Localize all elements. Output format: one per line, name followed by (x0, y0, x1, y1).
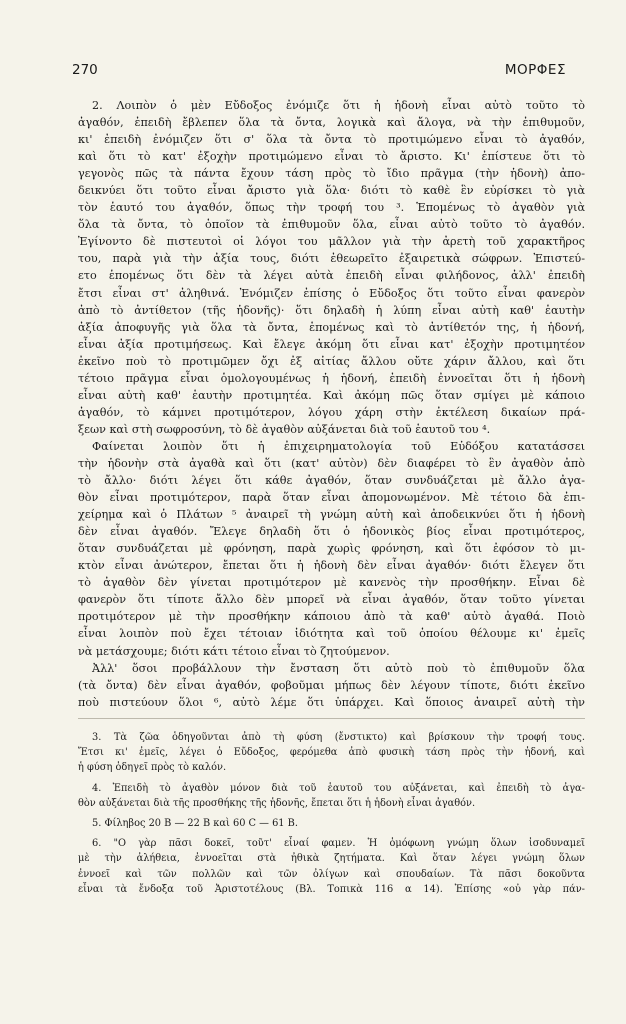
text-line: ξεων καὶ στὴ σωφροσύνη, τὸ δὲ ἀγαθὸν αὐξάνεται διὰ τοῦ ἑαυτοῦ του ⁴. (78, 422, 491, 436)
footnote-line: 4. Ἐπειδὴ τὸ ἀγαθὸν μόνον διὰ τοῦ ἑαυτοῦ του αὐξάνεται, καὶ ἐπειδὴ τὸ ἀγα- (92, 782, 585, 794)
footnote-line: μὲ τὴν ἀλήθεια, ἐννοεῖται στὰ ἠθικὰ ζητήματα. Καὶ ὅταν λέγει γνώμη ὅλων (78, 853, 585, 865)
text-line: 2. Λοιπὸν ὁ μὲν Εὔδοξος ἐνόμιζε ὅτι ἡ ἡδονὴ εἶναι αὐτὸ τοῦτο τὸ (92, 99, 585, 112)
running-title: ΜΟΡΦΕΣ (504, 62, 566, 78)
footnote-divider (78, 718, 585, 719)
footnote (78, 836, 585, 897)
text-line: ἀγαθόν, τὸ κάμνει προτιμότερον, λόγου χάρη στὴν ἐκτέλεση δικαίων πρά- (78, 405, 585, 419)
text-line: ετο ἑπομένως ὅτι δὲν τὰ λέγει αὐτὰ ἐπειδὴ εἶναι φιλήδονος, ἀλλ' ἐπειδὴ (78, 269, 585, 283)
text-line: ὅλα τὰ ὄντα, τὸ ὁποῖον τὰ ἐπιθυμοῦν ὅλα, εἶναι αὐτὸ τοῦτο τὸ ἀγαθόν. (78, 218, 585, 232)
text-line: Ἀλλ' ὅσοι προβάλλουν τὴν ἔνσταση ὅτι αὐτὸ ποὺ τὸ ἐπιθυμοῦν ὅλα (92, 661, 585, 675)
text-line: (τὰ ὄντα) δὲν εἶναι ἀγαθόν, φοβοῦμαι μήπως δὲν λέγουν τίποτε, διότι ἐκεῖνο (78, 678, 585, 692)
text-line: εἶναι αὐτὴ καθ' ἑαυτὴν προτιμητέα. Καὶ ἀκόμη πῶς ὅταν σμίγει μὲ κάποιο (78, 388, 585, 402)
footnote (78, 781, 585, 811)
text-line: κι' ἐπειδὴ ἐνόμιζεν ὅτι σ' ὅλα τὰ ὄντα τὸ προτιμώμενο εἶναι τὸ ἀγαθόν, (78, 133, 585, 147)
footnote-line: ἐννοεῖ καὶ τῶν πολλῶν καὶ τῶν ὀλίγων καὶ σπουδαίων. Τὰ πᾶσι δοκοῦντα (78, 868, 585, 880)
footnote (78, 816, 585, 831)
footnotes (78, 730, 585, 902)
text-line: κτὸν εἶναι ἀνώτερον, ἔπεται ὅτι ἡ ἡδονὴ δὲν εἶναι ἀγαθόν· διότι ἔλεγεν ὅτι (78, 559, 585, 573)
footnote (78, 730, 585, 776)
text-line: ἐκεῖνο ποὺ τὸ προτιμῶμεν ὄχι ἐξ αἰτίας ἄλλου οὔτε χάριν ἄλλου, καὶ ὅτι (78, 354, 585, 368)
text-line: ἔτσι εἶναι στ' ἀληθινά. Ἐνόμιζεν ἐπίσης ὁ Εὔδοξος ὅτι τοῦτο εἶναι φανερὸν (78, 286, 585, 300)
page-number: 270 (72, 62, 98, 78)
footnote-line: θὸν αὐξάνεται διὰ τῆς προσθήκης τῆς ἡδονῆς, ἔπεται ὅτι ἡ ἡδονὴ εἶναι ἀγαθόν. (78, 797, 476, 809)
text-line: ἀπὸ τὸ ἀντίθετον (τῆς ἡδονῆς)· ὅτι δηλαδὴ ἡ λύπη εἶναι αὐτὴ καθ' ἑαυτὴν (78, 303, 585, 317)
main-text (78, 97, 585, 711)
text-line: δεικνύει ὅτι τοῦτο εἶναι ἄριστο γιὰ ὅλα· διότι τὸ καθὲ ἓν εὑρίσκει τὸ γιὰ (78, 184, 585, 198)
text-line: φανερὸν ὅτι τίποτε ἄλλο δὲν μπορεῖ νὰ εἶναι ἀγαθόν, ὅταν τοῦτο γίνεται (78, 593, 585, 607)
text-line: ποὺ πιστεύουν ὅλοι ⁶, αὐτὸ λέμε ὅτι ὑπάρχει. Καὶ ὅποιος ἀναιρεῖ αὐτὴ τὴν (78, 695, 585, 709)
text-line: ἀξία ἀποφυγῆς γιὰ ὅλα τὰ ὄντα, ἑπομένως καὶ τὸ ἀντίθετόν της, ἡ ἡδονή, (78, 320, 585, 334)
text-line: προτιμότερον μὲ τὴν προσθήκην κάποιου ἀπὸ τὰ καθ' αὐτὸ ἀγαθά. Ποιὸ (78, 610, 585, 624)
text-line: νὰ μετάσχουμε; διότι κάτι τέτοιο εἶναι τὸ ζητούμενον. (78, 644, 390, 658)
text-line: εἶναι ἀξία προτιμήσεως. Καὶ ἔλεγε ἀκόμη ὅτι εἶναι κατ' ἐξοχὴν προτιμητέον (78, 337, 585, 351)
text-line: Φαίνεται λοιπὸν ὅτι ἡ ἐπιχειρηματολογία τοῦ Εὐδόξου κατατάσσει (92, 439, 585, 453)
footnote-line: 6. "Ο γὰρ πᾶσι δοκεῖ, τοῦτ' εἶναί φαμεν. Ἡ ὁμόφωνη γνώμη ὅλων ἰσοδυναμεῖ (92, 838, 585, 850)
footnote-line: ἡ φύση ὁδηγεῖ πρὸς τὸ καλόν. (78, 762, 227, 774)
text-line: ὅταν συνδυάζεται μὲ φρόνηση, παρὰ χωρὶς φρόνηση, καὶ ὅτι ἐφόσον τὸ μι- (78, 542, 585, 556)
text-line: γεγονὸς πῶς τὰ πάντα ἔχουν τάση πρὸς τὸ ἴδιο πρᾶγμα (τὴν ἡδονὴ) ἀπο- (78, 167, 585, 181)
text-line: τὸ ἄλλο· διότι λέγει ὅτι κάθε ἀγαθόν, ὅταν συνδυάζεται μὲ ἄλλο ἀγα- (78, 474, 585, 488)
text-line: τὸν ἑαυτό του ἀγαθόν, ὅπως τὴν τροφή του ³. Ἑπομένως τὸ ἀγαθὸν γιὰ (78, 201, 585, 215)
footnote-line: εἶναι τὰ ἔνδοξα τοῦ Ἀριστοτέλους (Βλ. Τοπικὰ 116 α 14). Ἐπίσης «οὐ γὰρ πάν- (78, 883, 585, 895)
text-line: χείρημα καὶ ὁ Πλάτων ⁵ ἀναιρεῖ τὴ γνώμη αὐτὴ καὶ ἀποδεικνύει ὅτι ἡ ἡδονὴ (78, 508, 585, 522)
page-header (72, 62, 566, 82)
text-line: θὸν εἶναι προτιμότερον, παρὰ ὅταν εἶναι ἀπομονωμένον. Μὲ τέτοιο δὰ ἐπι- (78, 491, 585, 505)
text-line: τέτοιο πρᾶγμα εἶναι ὁμολογουμένως ἡ ἡδονή, ἐπειδὴ ἐννοεῖται ὅτι ἡ ἡδονὴ (78, 371, 585, 385)
text-line: ἀγαθόν, ἐπειδὴ ἔβλεπεν ὅλα τὰ ὄντα, λογικὰ καὶ ἄλογα, νὰ τὴν ἐπιθυμοῦν, (78, 116, 585, 130)
text-line: εἶναι λοιπὸν ποὺ ἔχει τέτοιαν ἰδιότητα καὶ τοῦ ὁποίου θέλουμε κι' ἐμεῖς (78, 627, 585, 641)
footnote-line: 3. Τὰ ζῶα ὁδηγοῦνται ἀπὸ τὴ φύση (ἔνστικτο) καὶ βρίσκουν τὴν τροφή τους. (92, 732, 585, 743)
text-line: δὲν εἶναι ἀγαθόν. Ἔλεγε δηλαδὴ ὅτι ὁ ἡδονικὸς βίος εἶναι προτιμότερος, (78, 525, 585, 539)
text-line: καὶ ὅτι τὸ κατ' ἐξοχὴν προτιμώμενο εἶναι τὸ ἄριστο. Κι' ἐπίστευε ὅτι τὸ (78, 150, 585, 164)
text-line: τὸ ἀγαθὸν δὲν γίνεται προτιμότερον μὲ κανενὸς τὴν προσθήκην. Εἶναι δὲ (78, 576, 585, 590)
text-line: τὴν ἡδονὴν στὰ ἀγαθὰ καὶ ὅτι (κατ' αὐτὸν) δὲν διαφέρει τὸ ἓν ἀγαθὸν ἀπὸ (78, 456, 585, 470)
text-line: Ἐγίνοντο δὲ πιστευτοὶ οἱ λόγοι του μᾶλλον γιὰ τὴν ἀρετὴ τοῦ χαρακτῆρος (78, 235, 585, 249)
footnote-line: 5. Φίληβος 20 Β — 22 Β καὶ 60 C — 61 Β. (92, 817, 298, 829)
text-line: του, παρὰ γιὰ τὴν ἀξία τους, διότι ἐθεωρεῖτο ἐξαιρετικὰ σώφρων. Ἐπιστεύ- (78, 252, 585, 266)
footnote-line: Ἔτσι κι' ἐμεῖς, λέγει ὁ Εὔδοξος, φερόμεθα ἀπὸ φυσικὴ τάση πρὸς τὴν ἡδονή, καὶ (78, 747, 585, 759)
